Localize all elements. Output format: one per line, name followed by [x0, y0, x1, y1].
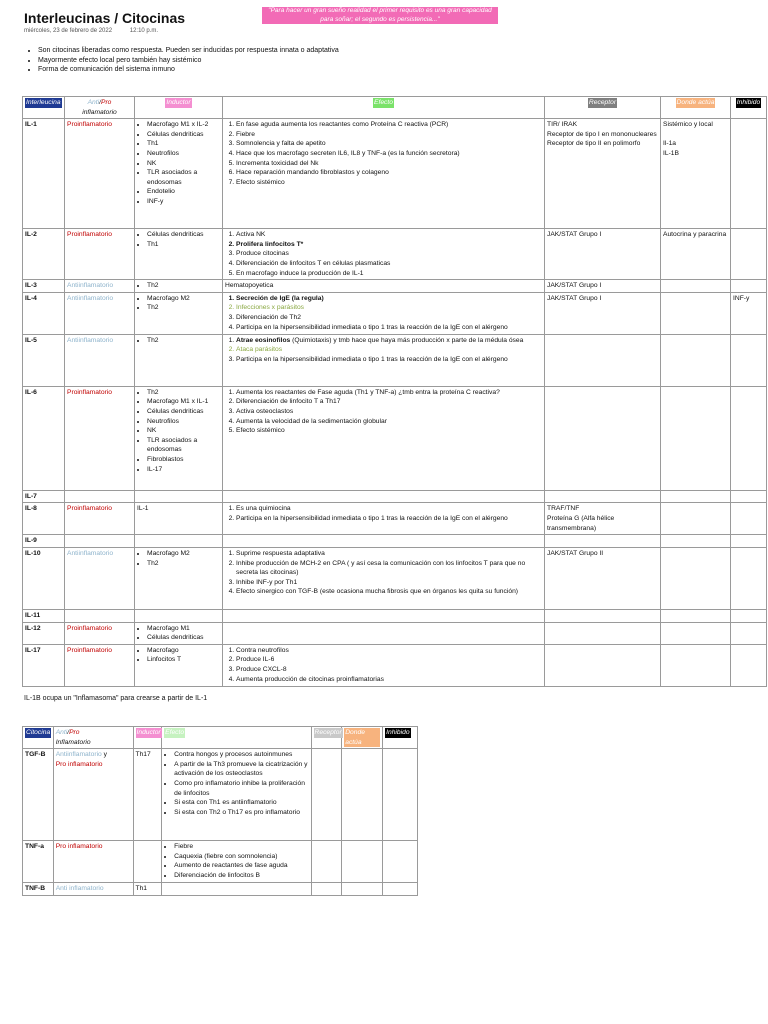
- table-row: IL-4 Antiinflamatorio • Macrofago M2 • Th2 1. Secreción de IgE (la regula) 2. Infecciones x parásitos 3. Diferenciación de Th2 4. Participa en la hipersensibilidad inmediata o tipo 1 tras la reacción de la IgE con el alérgeno JAK/STAT Grupo I INF-y: [23, 292, 767, 334]
- table-row: IL-11: [23, 609, 767, 622]
- quote-box: "Para hacer un gran sueño realidad el primer requisito es una gran capacidad para soñar; el segundo es persistencia...": [262, 7, 498, 24]
- date-text: miércoles, 23 de febrero de 2022: [24, 28, 113, 34]
- table-row: IL-2 Proinflamatorio • Células dendriticas • Th1 1. Activa NK 2. Prolifera linfocitos T* 3. Produce citocinas 4. Diferenciación de linfocitos T en células plasmaticas 5. En macrofago induce la producción de IL-1 JAK/STAT Grupo I Autocrina y paracrina: [23, 229, 767, 280]
- intro-bullets: [24, 46, 339, 75]
- time-text: 12:10 p.m.: [129, 28, 159, 34]
- header-interleucina: Interleucina: [23, 97, 65, 119]
- header-anti-pro: Anti/Pro inflamatorio: [65, 97, 135, 119]
- inflamasoma-note: IL-1B ocupa un "Inflamasoma" para crearse a partir de IL-1: [24, 695, 208, 702]
- table-row: TNF-a Pro inflamatorio • Fiebre • Caquexia (fiebre con somnolencia) • Aumento de reactantes de fase aguda • Diferenciación de linfocitos B: [23, 841, 418, 883]
- table-row: TGF-B Antiinflamatorio y Pro inflamatorio Th17 • Contra hongos y procesos autoinmunes • A partir de la Th3 promueve la cicatrización y activación de los osteoclastos • Como pro inflamatorio inhibe la proliferación de linfocitos • Si esta con Th1 es antiinflamatorio • Si esta con Th2 o Th17 es pro inflamatorio: [23, 749, 418, 841]
- header-inductor: Inductor: [133, 727, 162, 749]
- header-inhibido: Inhibido: [383, 727, 418, 749]
- header-receptor: Receptor: [545, 97, 661, 119]
- table-row: IL-5 Antiinflamatorio • Th2 1. Atrae eosinofilos (Quimiotaxis) y tmb hace que haya más producción x parte de la médula ósea 2. Ataca parásitos 3. Participa en la hipersensibilidad inmediata o tipo 1 tras la reacción de la IgE con el alérgeno: [23, 334, 767, 386]
- header-inhibido: Inhibido: [731, 97, 767, 119]
- header-inductor: Inductor: [135, 97, 223, 119]
- table-row: IL-10 Antiinflamatorio • Macrofago M2 • Th2 1. Suprime respuesta adaptativa 2. Inhibe producción de MCH-2 en CPA ( y así cesa la comunicación con los linfocitos T para que no secreta las citocinas) 3. Inhibe INF-y por Th1 4. Efecto sinergico con TGF-B (este ocasiona mucha fibrosis que en órganos les quita su función) JAK/STAT Grupo II: [23, 547, 767, 609]
- header-efecto: Efecto: [162, 727, 311, 749]
- table-row: IL-7: [23, 490, 767, 503]
- interleukin-table: [22, 96, 767, 687]
- bullet-item: • Mayormente efecto local pero también hay sistémico: [38, 56, 339, 66]
- table-row: IL-6 Proinflamatorio • Th2 • Macrofago M1 x IL-1 • Células dendriticas • Neutrofilos • NK • TLR asociados a endosomas • Fibroblastos • IL-17 1. Aumenta los reactantes de Fase aguda (Th1 y TNF-a) ¿tmb entra la proteína C reactiva? 2. Diferenciación de linfocito T a Th17 3. Activa osteoclastos 4. Aumenta la velocidad de la sedimentación globular 5. Efecto sistémico: [23, 386, 767, 490]
- table-row: IL-17 Proinflamatorio • Macrofago • Linfocitos T 1. Contra neutrofilos 2. Produce IL-6 3. Produce CXCL-8 4. Aumenta producción de citocinas proinflamatorias: [23, 644, 767, 686]
- table-row: IL-3 Antiinflamatorio • Th2 Hematopoyetica JAK/STAT Grupo I: [23, 280, 767, 293]
- table-header-row: [23, 97, 767, 119]
- table-header-row: [23, 727, 418, 749]
- header-receptor: Receptor: [311, 727, 342, 749]
- table-row: IL-8 Proinflamatorio IL-1 1. Es una quimiocina 2. Participa en la hipersensibilidad inmediata o tipo 1 tras la reacción de la IgE con el alérgeno TRAF/TNF Proteína G (Alfa hélice transmembrana): [23, 503, 767, 535]
- table-row: IL-12 Proinflamatorio • Macrofago M1 • Células dendriticas: [23, 622, 767, 644]
- header-anti-pro: Anti/Pro Inflamatorio: [53, 727, 133, 749]
- table-row: IL-1 Proinflamatorio • Macrofago M1 x IL-2 • Células dendriticas • Th1 • Neutrofilos • NK • TLR asociados a endosomas • Endotelio • INF-y 1. En fase aguda aumenta los reactantes como Proteína C reactiva (PCR) 2. Fiebre 3. Somnolencia y falta de apetito 4. Hace que los macrofago secreten IL6, IL8 y TNF-a (es la función secretora) 5. Incrementa toxicidad del Nk 6. Hace reparación mandando fibroblastos y colageno 7. Efecto sistémico TIR/ IRAK Receptor de tipo I en mononucleares Receptor de tipo II en polimorfo Sistémico y local Il-1a IL-1B: [23, 119, 767, 229]
- header-donde: Donde actúa: [342, 727, 383, 749]
- bullet-item: • Forma de comunicación del sistema inmuno: [38, 65, 339, 75]
- page-date: [24, 28, 174, 34]
- header-donde: Donde actúa: [661, 97, 731, 119]
- header-citocina: Citocina: [23, 727, 54, 749]
- table-row: IL-9: [23, 535, 767, 548]
- header-efecto: Efecto: [223, 97, 545, 119]
- table-row: TNF-B Anti inflamatorio Th1: [23, 883, 418, 896]
- bullet-item: • Son citocinas liberadas como respuesta. Pueden ser inducidas por respuesta innata o adaptativa: [38, 46, 339, 56]
- citocina-table: [22, 726, 418, 896]
- page-title: Interleucinas / Citocinas: [24, 10, 186, 26]
